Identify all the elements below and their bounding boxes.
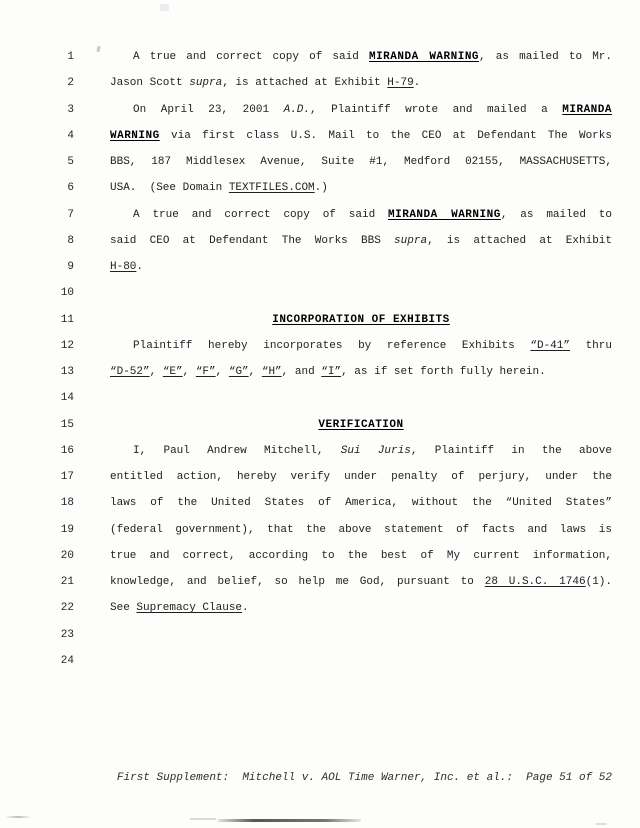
text-segment: supra xyxy=(394,234,428,247)
line-number: 14 xyxy=(60,392,74,405)
document-line xyxy=(0,44,640,70)
text-segment: H-79 xyxy=(387,77,414,90)
text-segment: said CEO at Defendant The Works BBS xyxy=(110,234,395,247)
scan-artifact-bottom-line xyxy=(218,819,361,822)
text-segment: VERIFICATION xyxy=(318,418,404,431)
text-segment: (federal government), that the above statement of facts and laws is xyxy=(110,523,612,536)
document-line xyxy=(0,517,640,543)
text-segment: .) xyxy=(314,182,328,195)
document-line xyxy=(0,202,640,228)
text-segment: A true and correct copy of said xyxy=(133,208,389,221)
text-segment: (1). xyxy=(585,576,612,588)
text-segment: , is attached at Exhibit xyxy=(222,77,388,90)
document-line xyxy=(0,307,640,333)
text-segment: See xyxy=(110,602,137,615)
line-number: 10 xyxy=(60,287,74,300)
text-segment: WARNING xyxy=(110,129,160,142)
line-text xyxy=(110,464,612,490)
text-segment: BBS, 187 Middlesex Avenue, Suite #1, Medford 02155, MASSACHUSETTS, xyxy=(110,156,612,168)
text-segment: “G” xyxy=(228,366,249,378)
text-segment: MIRANDA WARNING xyxy=(368,51,480,63)
line-number: 19 xyxy=(60,523,74,536)
line-number: 24 xyxy=(60,654,74,667)
document-line xyxy=(0,490,640,516)
line-text xyxy=(110,149,612,175)
text-segment: , Plaintiff in the above xyxy=(410,444,612,457)
line-text xyxy=(110,202,612,228)
document-line xyxy=(0,123,640,149)
text-segment: , xyxy=(248,366,262,378)
line-text xyxy=(110,569,612,595)
line-text xyxy=(110,359,612,385)
text-segment: “D-41” xyxy=(530,339,570,352)
text-segment: H-80 xyxy=(110,261,137,273)
line-number: 23 xyxy=(60,628,74,641)
document-line xyxy=(0,175,640,201)
line-number: 3 xyxy=(67,103,74,116)
line-number: 22 xyxy=(60,602,74,615)
line-number: 9 xyxy=(67,261,74,273)
document-line xyxy=(0,333,640,359)
line-text xyxy=(110,438,612,464)
line-number: 18 xyxy=(60,497,74,510)
document-line xyxy=(0,648,640,674)
line-number: 13 xyxy=(60,366,74,378)
line-number: 12 xyxy=(60,339,74,352)
line-text xyxy=(110,254,612,280)
document-line xyxy=(0,70,640,96)
text-segment: “F” xyxy=(195,366,216,378)
text-segment: On April 23, 2001 xyxy=(133,103,284,116)
text-segment: “E” xyxy=(162,366,183,378)
text-segment: , is attached at Exhibit xyxy=(427,234,612,247)
scan-artifact-bottom-right xyxy=(596,823,607,825)
text-segment: via first class U.S. Mail to the CEO at Defendant The Works xyxy=(159,129,612,142)
text-segment: . xyxy=(413,77,421,90)
line-number: 7 xyxy=(67,208,74,221)
line-number: 16 xyxy=(60,444,74,457)
line-text xyxy=(110,228,612,254)
text-segment: , and xyxy=(281,366,322,378)
text-segment: laws of the United States of America, without the “United States” xyxy=(110,497,612,510)
scan-artifact-bottom-left xyxy=(6,816,30,818)
document-line xyxy=(0,280,640,306)
line-text xyxy=(110,595,612,621)
scan-artifact-top-speck xyxy=(160,4,169,11)
line-text xyxy=(110,44,612,70)
line-text xyxy=(110,70,612,96)
text-segment: . xyxy=(136,261,144,273)
document-line xyxy=(0,149,640,175)
line-text xyxy=(110,543,612,569)
line-number: 2 xyxy=(67,77,74,90)
line-text xyxy=(110,490,612,516)
text-segment: , xyxy=(215,366,229,378)
text-segment: true and correct, according to the best of My current information, xyxy=(110,549,612,562)
document-line xyxy=(0,569,640,595)
line-text xyxy=(110,307,612,333)
line-text xyxy=(110,517,612,543)
text-segment: entitled action, hereby verify under penalty of perjury, under the xyxy=(110,471,612,483)
text-segment: thru xyxy=(569,339,612,352)
line-number: 15 xyxy=(60,418,74,431)
text-segment: Jason Scott xyxy=(110,77,190,90)
text-segment: “H” xyxy=(261,366,282,378)
line-number: 6 xyxy=(67,182,74,195)
page-footer: First Supplement: Mitchell v. AOL Time Warner, Inc. et al.: Page 51 of 52 xyxy=(116,772,612,784)
text-segment: A.D. xyxy=(283,103,310,116)
document-line xyxy=(0,622,640,648)
text-segment: I, Paul Andrew Mitchell, xyxy=(133,444,341,457)
line-number: 1 xyxy=(67,51,74,63)
line-text xyxy=(110,97,612,123)
text-segment: “I” xyxy=(321,366,342,378)
document-line xyxy=(0,254,640,280)
text-segment: , as mailed to Mr. xyxy=(479,51,613,63)
document-line xyxy=(0,438,640,464)
text-segment: . xyxy=(242,602,249,615)
text-segment: MIRANDA xyxy=(562,103,612,116)
line-number: 11 xyxy=(60,313,74,326)
document-line xyxy=(0,543,640,569)
line-text xyxy=(110,123,612,149)
text-segment: , as if set forth fully herein. xyxy=(341,366,546,378)
text-segment: Supremacy Clause xyxy=(136,602,243,615)
line-number: 17 xyxy=(60,471,74,483)
document-lines xyxy=(0,44,640,674)
line-text xyxy=(110,175,612,201)
document-line xyxy=(0,595,640,621)
text-segment: , as mailed to xyxy=(500,208,612,221)
text-segment: TEXTFILES.COM xyxy=(228,182,315,195)
text-segment: Sui Juris xyxy=(340,444,411,457)
text-segment: supra xyxy=(189,77,223,90)
line-text xyxy=(110,333,612,359)
document-line xyxy=(0,412,640,438)
document-line xyxy=(0,464,640,490)
document-line xyxy=(0,359,640,385)
text-segment: USA. (See Domain xyxy=(110,182,229,195)
document-line xyxy=(0,385,640,411)
line-text xyxy=(110,412,612,438)
document-line xyxy=(0,97,640,123)
line-number: 8 xyxy=(67,234,74,247)
scan-artifact-bottom-faint xyxy=(190,818,216,820)
text-segment: knowledge, and belief, so help me God, pursuant to xyxy=(110,576,485,588)
text-segment: , xyxy=(182,366,196,378)
text-segment: , xyxy=(149,366,163,378)
line-number: 4 xyxy=(67,129,74,142)
line-number: 5 xyxy=(67,156,74,168)
line-number: 20 xyxy=(60,549,74,562)
text-segment: “D-52” xyxy=(110,366,150,378)
text-segment: MIRANDA WARNING xyxy=(388,208,501,221)
text-segment: , Plaintiff wrote and mailed a xyxy=(310,103,563,116)
line-number: 21 xyxy=(60,576,74,588)
text-segment: Plaintiff hereby incorporates by reference Exhibits xyxy=(133,339,531,352)
text-segment: 28 U.S.C. 1746 xyxy=(484,576,586,588)
document-line xyxy=(0,228,640,254)
text-segment: A true and correct copy of said xyxy=(133,51,369,63)
text-segment: INCORPORATION OF EXHIBITS xyxy=(272,313,450,326)
